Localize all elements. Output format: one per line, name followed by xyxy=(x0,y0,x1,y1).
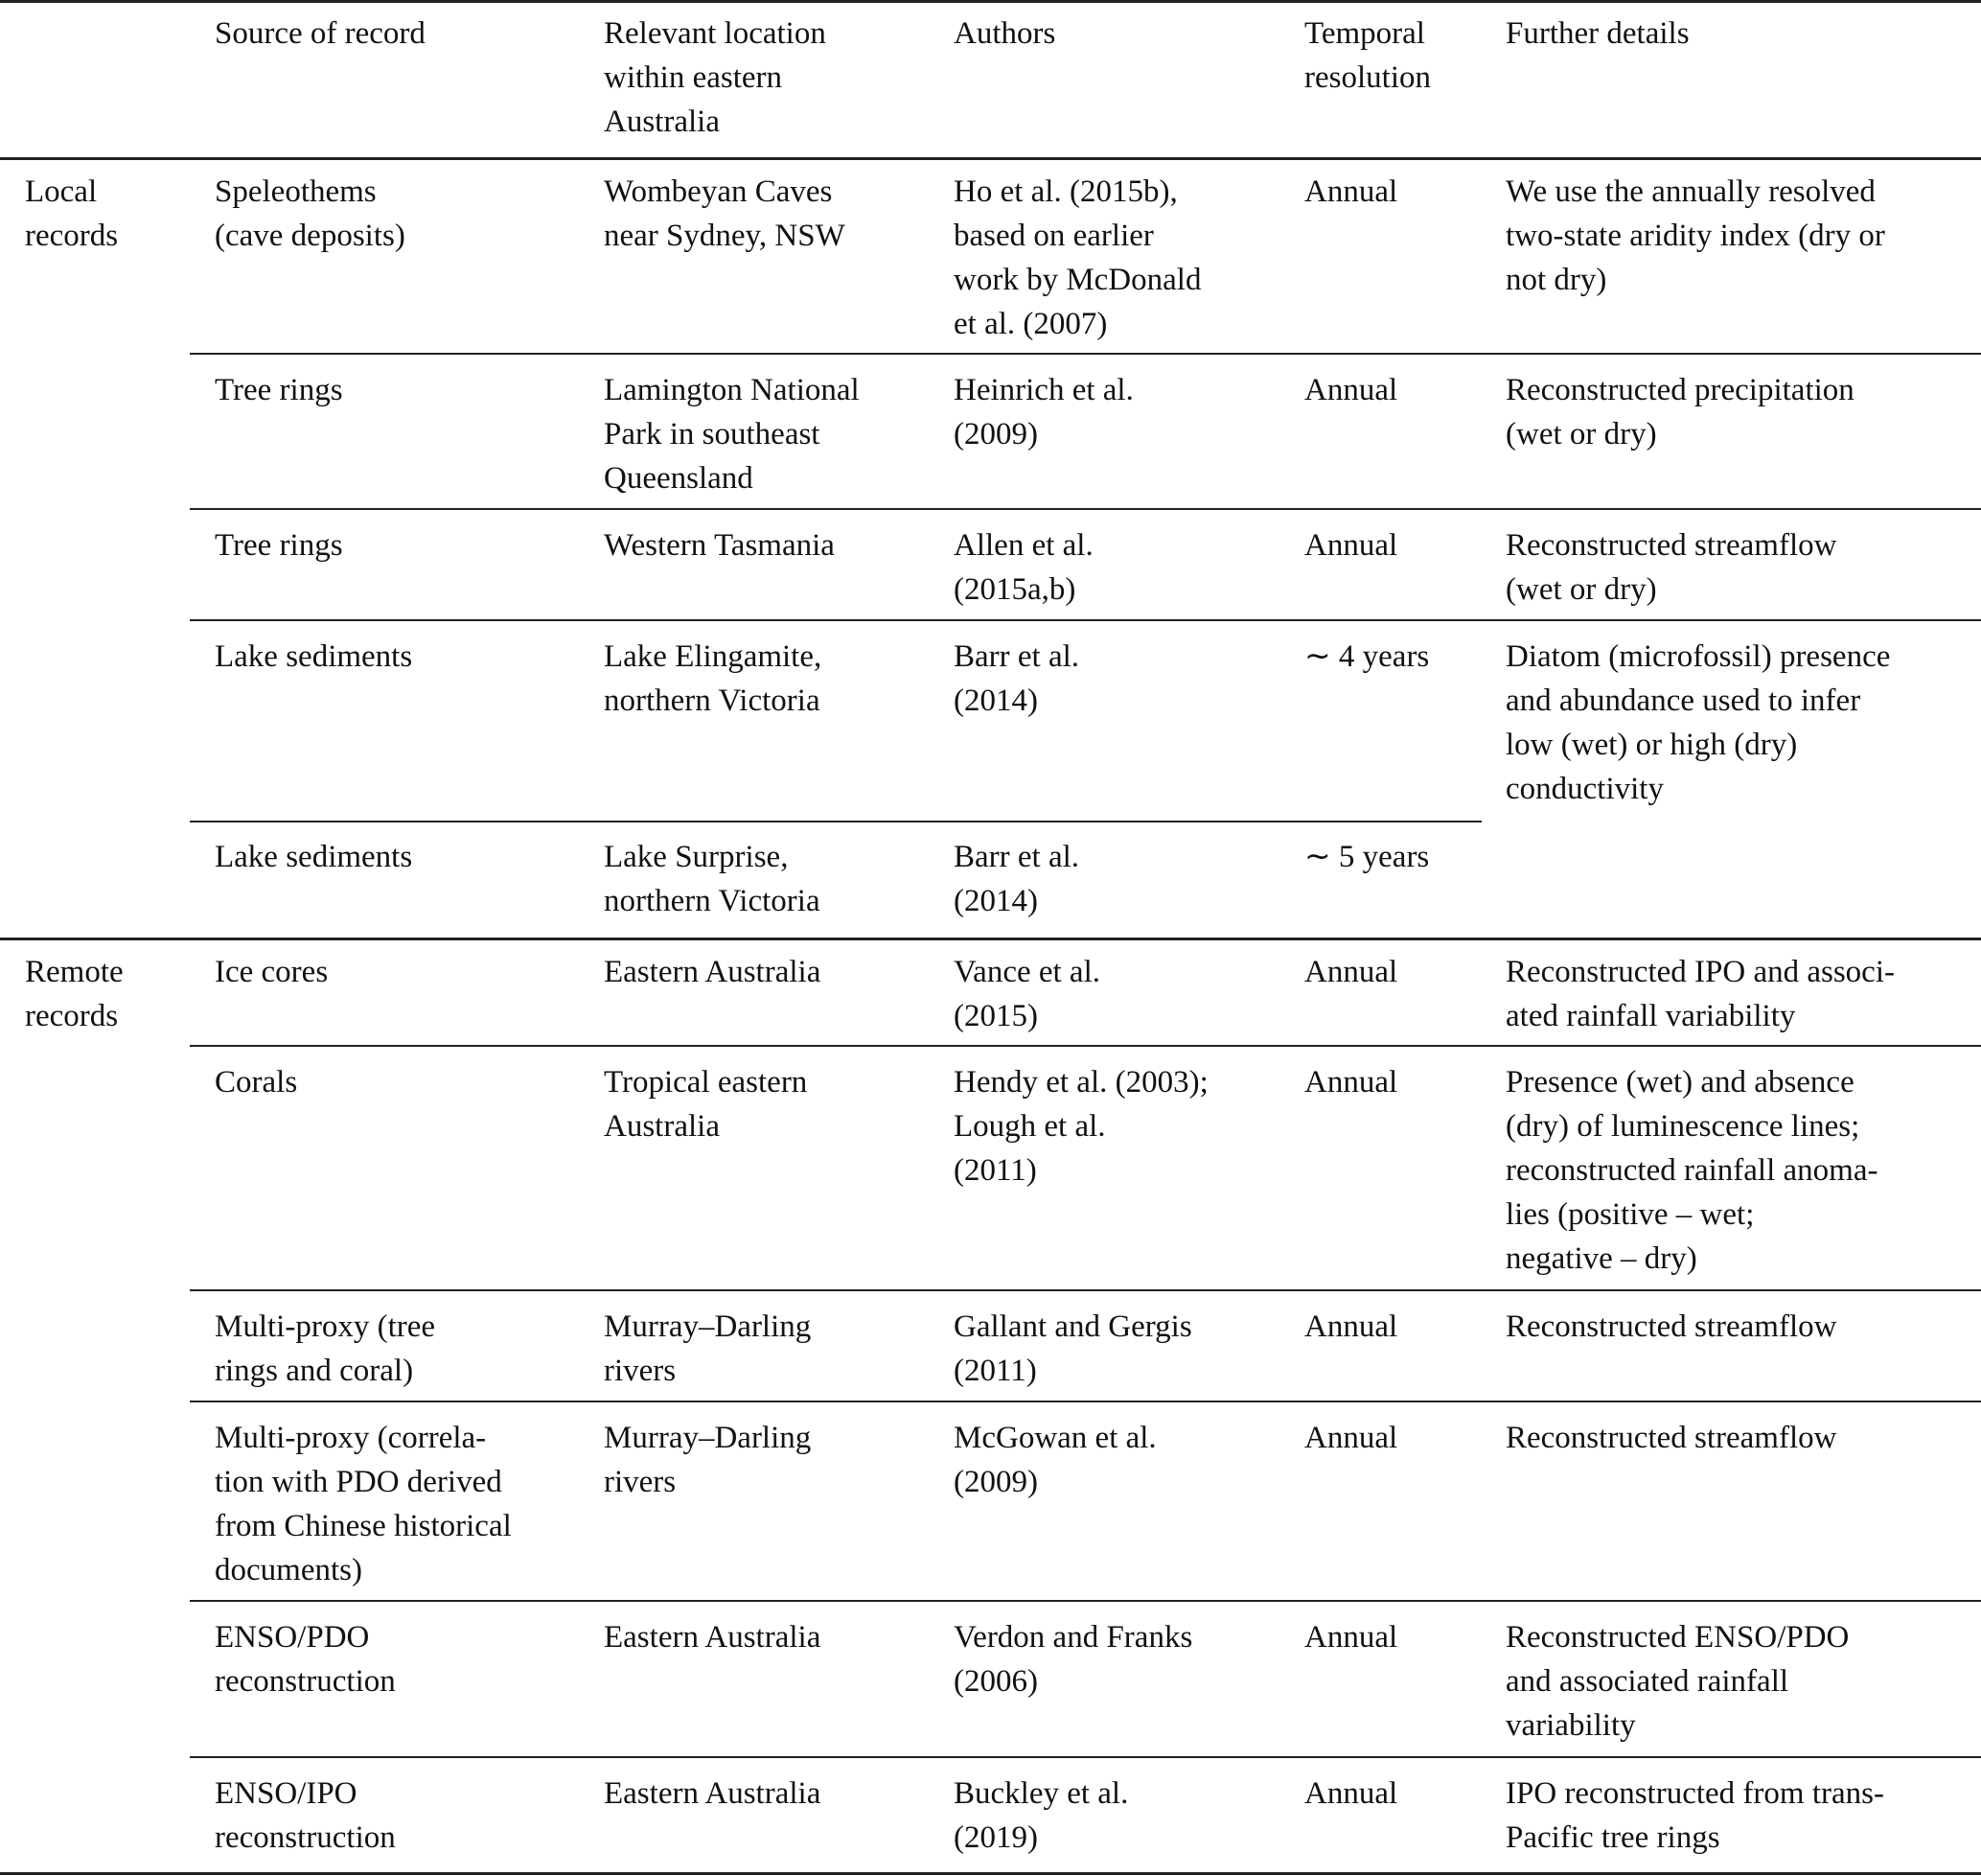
cell-details: Reconstructed ENSO/PDO and associated rainfall variability xyxy=(1506,1620,1850,1743)
cell-location: Lake Elingamite, northern Victoria xyxy=(604,639,822,718)
row-divider xyxy=(190,1600,1981,1602)
cell-location: Wombeyan Caves near Sydney, NSW xyxy=(604,174,845,253)
header-resolution: Temporal resolution xyxy=(1304,16,1431,95)
cell-resolution: Annual xyxy=(1304,1309,1398,1344)
cell-resolution: Annual xyxy=(1304,528,1398,563)
cell-details: IPO reconstructed from trans- Pacific tree rings xyxy=(1506,1776,1884,1855)
row-divider xyxy=(190,1289,1981,1291)
cell-source: Multi-proxy (tree rings and coral) xyxy=(215,1309,436,1388)
cell-authors: Gallant and Gergis (2011) xyxy=(954,1309,1192,1388)
cell-resolution: ∼ 4 years xyxy=(1304,639,1430,674)
cell-details: Reconstructed IPO and associ- ated rainfall variability xyxy=(1506,955,1895,1033)
header-authors: Authors xyxy=(954,16,1056,51)
cell-location: Tropical eastern Australia xyxy=(604,1065,808,1144)
cell-details: Diatom (microfossil) presence and abundance used to infer low (wet) or high (dry) conductivity xyxy=(1506,639,1891,806)
cell-authors: Barr et al. (2014) xyxy=(954,840,1080,918)
cell-source: Lake sediments xyxy=(215,639,413,674)
cell-source: Lake sediments xyxy=(215,840,413,874)
row-divider xyxy=(190,1045,1981,1047)
row-divider xyxy=(190,353,1981,355)
bottom-rule xyxy=(0,1872,1981,1875)
cell-resolution: Annual xyxy=(1304,1776,1398,1811)
cell-authors: Hendy et al. (2003); Lough et al. (2011) xyxy=(954,1065,1209,1188)
cell-authors: Verdon and Franks (2006) xyxy=(954,1620,1193,1699)
cell-location: Murray–Darling rivers xyxy=(604,1309,812,1388)
cell-source: Corals xyxy=(215,1065,298,1100)
cell-authors: Heinrich et al. (2009) xyxy=(954,373,1134,452)
cell-source: Tree rings xyxy=(215,528,343,563)
cell-source: Multi-proxy (correla- tion with PDO derived from Chinese historical documents) xyxy=(215,1421,512,1587)
cell-resolution: Annual xyxy=(1304,373,1398,407)
cell-resolution: ∼ 5 years xyxy=(1304,840,1430,874)
cell-resolution: Annual xyxy=(1304,1620,1398,1655)
cell-details: We use the annually resolved two-state aridity index (dry or not dry) xyxy=(1506,174,1885,297)
cell-details: Reconstructed streamflow (wet or dry) xyxy=(1506,528,1837,607)
cell-resolution: Annual xyxy=(1304,1421,1398,1455)
header-details: Further details xyxy=(1506,16,1690,51)
cell-location: Western Tasmania xyxy=(604,528,835,563)
cell-authors: Barr et al. (2014) xyxy=(954,639,1080,718)
cell-details: Reconstructed streamflow xyxy=(1506,1309,1837,1344)
cell-authors: Ho et al. (2015b), based on earlier work by McDonald et al. (2007) xyxy=(954,174,1202,341)
cell-source: Ice cores xyxy=(215,955,329,989)
row-divider-partial xyxy=(190,821,1482,822)
cell-source: Tree rings xyxy=(215,373,343,407)
cell-authors: Allen et al. (2015a,b) xyxy=(954,528,1094,607)
cell-authors: McGowan et al. (2009) xyxy=(954,1421,1157,1499)
cell-details: Reconstructed streamflow xyxy=(1506,1421,1837,1455)
cell-authors: Vance et al. (2015) xyxy=(954,955,1100,1033)
header-source: Source of record xyxy=(215,16,426,51)
cell-resolution: Annual xyxy=(1304,955,1398,989)
cell-location: Eastern Australia xyxy=(604,955,821,989)
cell-location: Eastern Australia xyxy=(604,1776,821,1811)
cell-source: ENSO/IPO reconstruction xyxy=(215,1776,396,1855)
row-divider xyxy=(190,1756,1981,1758)
cell-location: Lamington National Park in southeast Queensland xyxy=(604,373,860,496)
cell-source: ENSO/PDO reconstruction xyxy=(215,1620,396,1699)
cell-location: Murray–Darling rivers xyxy=(604,1421,812,1499)
row-divider xyxy=(190,508,1981,510)
cell-details: Reconstructed precipitation (wet or dry) xyxy=(1506,373,1854,452)
cell-source: Speleothems (cave deposits) xyxy=(215,174,405,253)
group-label-local: Local records xyxy=(25,174,119,253)
cell-resolution: Annual xyxy=(1304,174,1398,209)
cell-authors: Buckley et al. (2019) xyxy=(954,1776,1129,1855)
row-divider xyxy=(190,1401,1981,1402)
group-label-remote: Remote records xyxy=(25,955,124,1033)
top-rule xyxy=(0,0,1981,3)
cell-location: Eastern Australia xyxy=(604,1620,821,1655)
group-rule xyxy=(0,938,1981,940)
row-divider xyxy=(190,619,1981,621)
cell-details: Presence (wet) and absence (dry) of luminescence lines; reconstructed rainfall anoma- lies (positive – wet; negative – dry) xyxy=(1506,1065,1878,1276)
header-rule xyxy=(0,157,1981,160)
cell-location: Lake Surprise, northern Victoria xyxy=(604,840,820,918)
cell-resolution: Annual xyxy=(1304,1065,1398,1100)
header-location: Relevant location within eastern Australia xyxy=(604,16,826,139)
